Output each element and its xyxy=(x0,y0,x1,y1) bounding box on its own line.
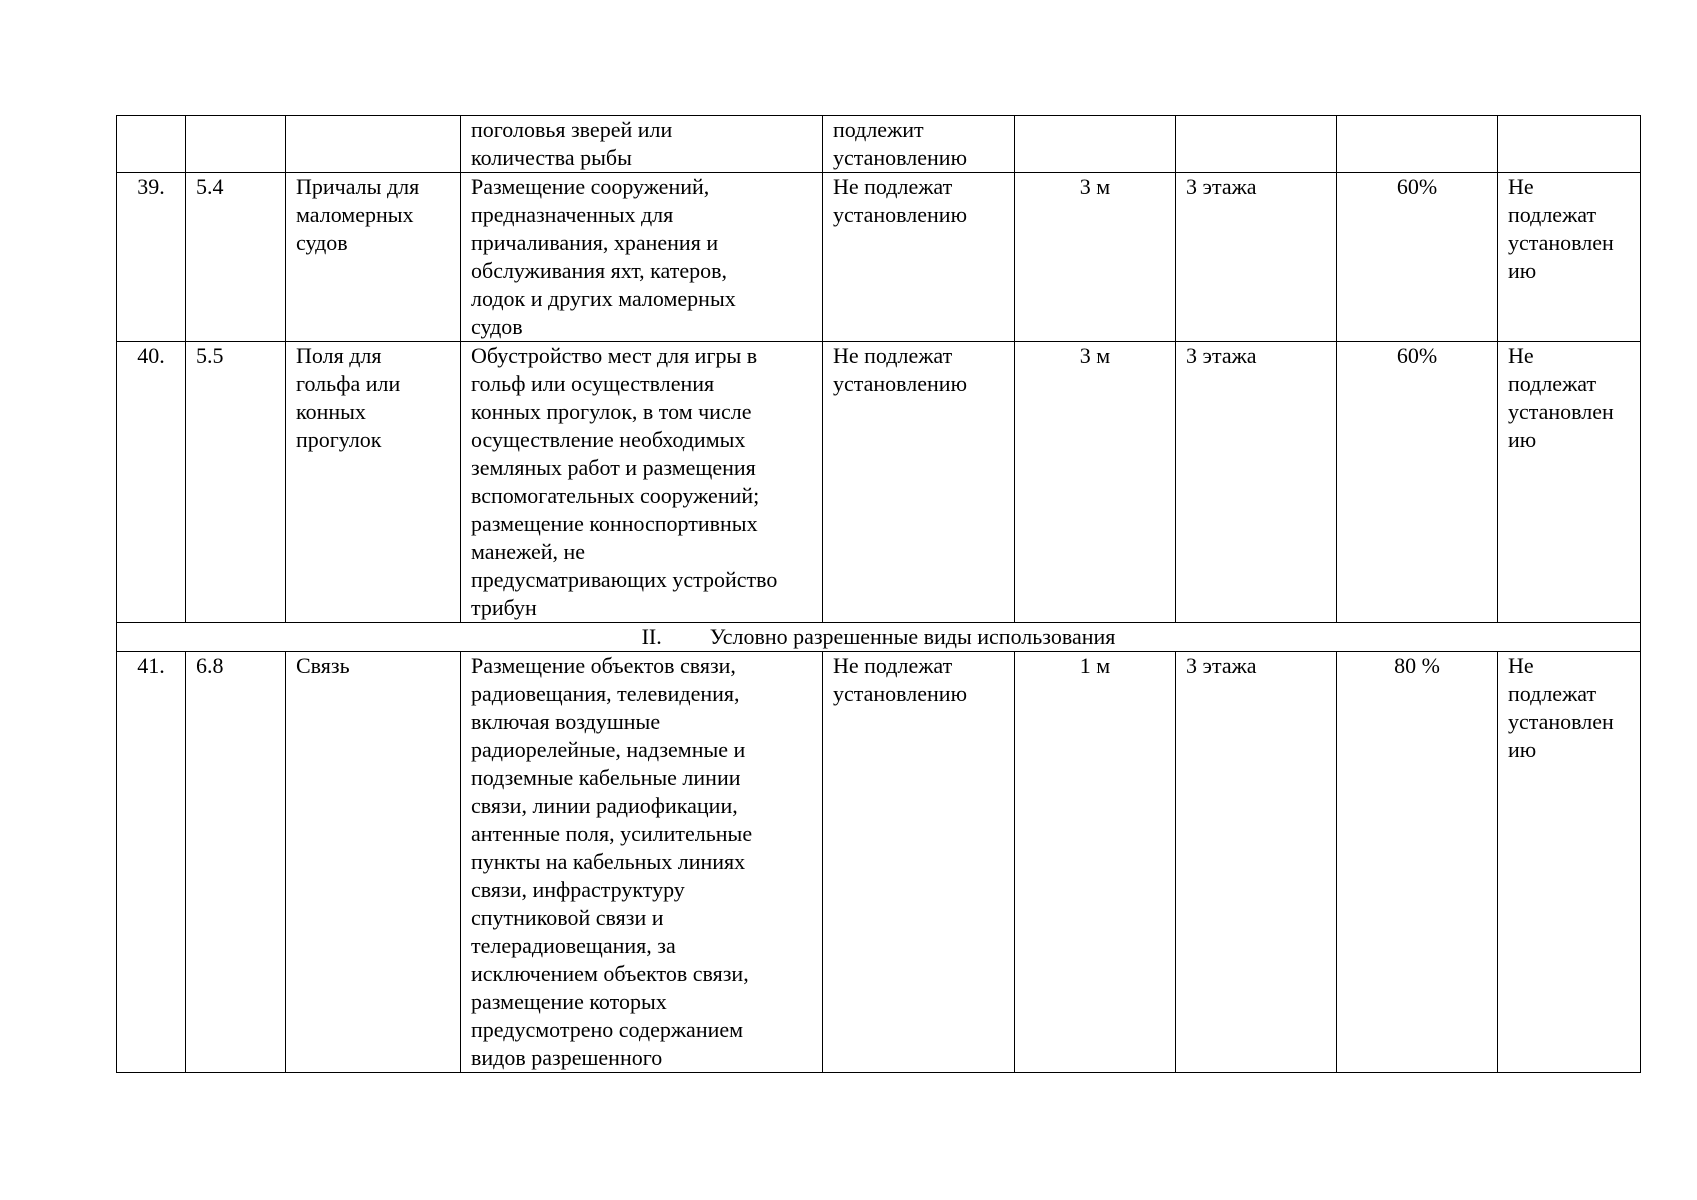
min-size-line: Не подлежат xyxy=(833,343,953,368)
cell-min-size xyxy=(823,342,1015,623)
cell-name xyxy=(286,116,461,173)
table-row-40 xyxy=(117,342,1641,623)
description-line: связи, линии радиофикации, xyxy=(471,793,738,818)
other-line: ию xyxy=(1508,427,1537,452)
cell-setback: 3 м xyxy=(1015,173,1176,342)
cell-setback: 1 м xyxy=(1015,652,1176,1073)
min-size-line: установлению xyxy=(833,202,968,227)
name-line: Причалы для xyxy=(296,174,420,199)
cell-min-size xyxy=(823,652,1015,1073)
land-use-regulations-table xyxy=(116,115,1641,1073)
description-line: Размещение сооружений, xyxy=(471,174,710,199)
table-row-39 xyxy=(117,173,1641,342)
description-line: радиорелейные, надземные и xyxy=(471,737,746,762)
cell-min-size xyxy=(823,173,1015,342)
cell-name xyxy=(286,652,461,1073)
description-line: Размещение объектов связи, xyxy=(471,653,736,678)
cell-code xyxy=(186,116,286,173)
name-line: конных xyxy=(296,399,366,424)
cell-code: 5.5 xyxy=(186,342,286,623)
cell-name xyxy=(286,173,461,342)
description-line: манежей, не xyxy=(471,539,586,564)
cell-description xyxy=(461,342,823,623)
table-row-41 xyxy=(117,652,1641,1073)
description-line: связи, инфраструктуру xyxy=(471,877,685,902)
description-line: спутниковой связи и xyxy=(471,905,664,930)
name-line: маломерных xyxy=(296,202,414,227)
min-size-line: установлению xyxy=(833,371,968,396)
cell-setback: 3 м xyxy=(1015,342,1176,623)
name-line: судов xyxy=(296,230,348,255)
description-line: гольф или осуществления xyxy=(471,371,715,396)
cell-name xyxy=(286,342,461,623)
other-line: Не xyxy=(1508,653,1534,678)
cell-code: 6.8 xyxy=(186,652,286,1073)
other-line: ию xyxy=(1508,258,1537,283)
description-line: земляных работ и размещения xyxy=(471,455,756,480)
min-size-line: установлению xyxy=(833,681,968,706)
description-line: исключением объектов связи, xyxy=(471,961,749,986)
description-line: видов разрешенного xyxy=(471,1045,663,1070)
description-line: осуществление необходимых xyxy=(471,427,746,452)
description-line: телерадиовещания, за xyxy=(471,933,676,958)
description-line: включая воздушные xyxy=(471,709,661,734)
description-line: лодок и других маломерных xyxy=(471,286,736,311)
description-line: количества рыбы xyxy=(471,145,632,170)
description-line: предусматривающих устройство xyxy=(471,567,778,592)
description-line: размещение конноспортивных xyxy=(471,511,758,536)
description-line: конных прогулок, в том числе xyxy=(471,399,752,424)
cell-description xyxy=(461,116,823,173)
description-line: поголовья зверей или xyxy=(471,117,673,142)
min-size-line: Не подлежат xyxy=(833,653,953,678)
section-title: Условно разрешенные виды использования xyxy=(709,624,1116,649)
section-heading xyxy=(117,623,1641,652)
cell-floors: 3 этажа xyxy=(1176,342,1337,623)
cell-description xyxy=(461,173,823,342)
min-size-line: установлению xyxy=(833,145,968,170)
cell-floors xyxy=(1176,116,1337,173)
description-line: Обустройство мест для игры в xyxy=(471,343,758,368)
name-line: Связь xyxy=(296,653,350,678)
min-size-line: подлежит xyxy=(833,117,924,142)
cell-other xyxy=(1498,116,1641,173)
cell-coverage xyxy=(1337,116,1498,173)
cell-coverage: 60% xyxy=(1337,173,1498,342)
description-line: предназначенных для xyxy=(471,202,674,227)
description-line: предусмотрено содержанием xyxy=(471,1017,744,1042)
other-line: подлежат xyxy=(1508,371,1597,396)
description-line: обслуживания яхт, катеров, xyxy=(471,258,727,283)
other-line: подлежат xyxy=(1508,202,1597,227)
cell-other xyxy=(1498,342,1641,623)
name-line: прогулок xyxy=(296,427,382,452)
description-line: радиовещания, телевидения, xyxy=(471,681,740,706)
other-line: ию xyxy=(1508,737,1537,762)
description-line: причаливания, хранения и xyxy=(471,230,719,255)
cell-min-size xyxy=(823,116,1015,173)
cell-num: 40. xyxy=(117,342,186,623)
description-line: антенные поля, усилительные xyxy=(471,821,753,846)
name-line: гольфа или xyxy=(296,371,401,396)
cell-num xyxy=(117,116,186,173)
cell-code: 5.4 xyxy=(186,173,286,342)
name-line: Поля для xyxy=(296,343,382,368)
table-row-continuation xyxy=(117,116,1641,173)
cell-setback xyxy=(1015,116,1176,173)
other-line: установлен xyxy=(1508,709,1614,734)
other-line: Не xyxy=(1508,343,1534,368)
description-line: подземные кабельные линии xyxy=(471,765,741,790)
other-line: установлен xyxy=(1508,399,1614,424)
description-line: судов xyxy=(471,314,523,339)
cell-coverage: 80 % xyxy=(1337,652,1498,1073)
description-line: вспомогательных сооружений; xyxy=(471,483,760,508)
description-line: пункты на кабельных линиях xyxy=(471,849,746,874)
cell-coverage: 60% xyxy=(1337,342,1498,623)
cell-num: 41. xyxy=(117,652,186,1073)
cell-floors: 3 этажа xyxy=(1176,173,1337,342)
description-line: трибун xyxy=(471,595,537,620)
cell-floors: 3 этажа xyxy=(1176,652,1337,1073)
section-header-row xyxy=(117,623,1641,652)
description-line: размещение которых xyxy=(471,989,667,1014)
cell-num: 39. xyxy=(117,173,186,342)
cell-other xyxy=(1498,652,1641,1073)
section-number: II. xyxy=(641,624,662,649)
other-line: Не xyxy=(1508,174,1534,199)
cell-other xyxy=(1498,173,1641,342)
min-size-line: Не подлежат xyxy=(833,174,953,199)
other-line: подлежат xyxy=(1508,681,1597,706)
other-line: установлен xyxy=(1508,230,1614,255)
cell-description xyxy=(461,652,823,1073)
